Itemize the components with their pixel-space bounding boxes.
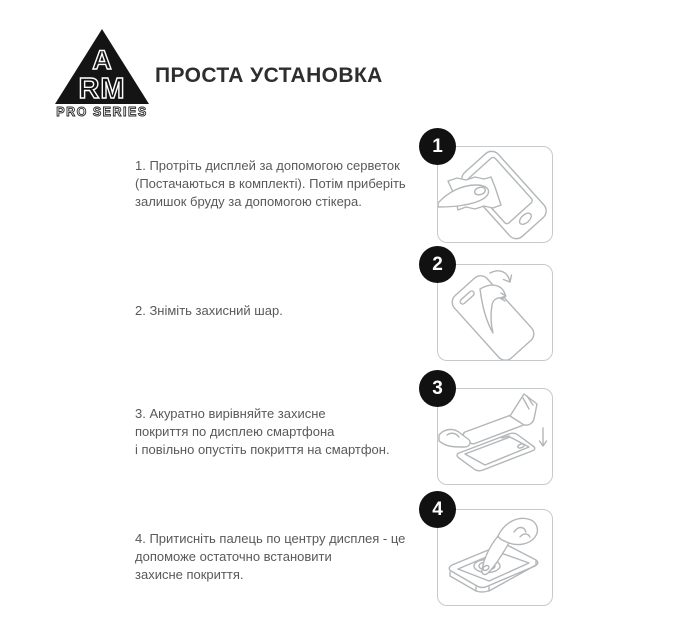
step-text-line: (Постачаються в комплекті). Потім приберіть bbox=[135, 176, 406, 191]
wipe-display-icon bbox=[438, 147, 552, 242]
step-1-illustration-card bbox=[432, 135, 553, 243]
step-1-number-badge: 1 bbox=[419, 128, 456, 165]
logo-series-label: PRO SERIES bbox=[56, 105, 148, 118]
step-2-text bbox=[135, 302, 440, 320]
logo-letter-a: A bbox=[92, 45, 112, 75]
page-title: ПРОСТА УСТАНОВКА bbox=[155, 64, 383, 87]
press-center-icon bbox=[438, 510, 552, 605]
step-text-line: 2. Зніміть захисний шар. bbox=[135, 303, 283, 318]
step-2-number-badge: 2 bbox=[419, 246, 456, 283]
step-text-line: і повільно опустіть покриття на смартфон. bbox=[135, 442, 390, 457]
step-text-line: 4. Притисніть палець по центру дисплея - це bbox=[135, 531, 406, 546]
step-3-number-badge: 3 bbox=[419, 370, 456, 407]
step-text-line: допоможе остаточно встановити bbox=[135, 549, 332, 564]
step-text-line: 3. Акуратно вирівняйте захисне bbox=[135, 406, 326, 421]
step-4-illustration-card bbox=[432, 498, 553, 606]
step-1-text bbox=[135, 157, 440, 211]
step-text-line: залишок бруду за допомогою стікера. bbox=[135, 194, 362, 209]
align-glass-icon bbox=[438, 389, 552, 484]
step-4-text bbox=[135, 530, 440, 584]
step-2-illustration-card bbox=[432, 253, 553, 361]
arm-pro-series-logo bbox=[52, 26, 152, 118]
step-3-text bbox=[135, 405, 440, 459]
step-text-line: покриття по дисплею смартфона bbox=[135, 424, 335, 439]
step-3-illustration-card bbox=[432, 377, 553, 485]
logo-letters-rm: RM bbox=[78, 73, 126, 105]
step-text-line: захисне покриття. bbox=[135, 567, 244, 582]
step-text-line: 1. Протріть дисплей за допомогою серветок bbox=[135, 158, 400, 173]
peel-protective-layer-icon bbox=[438, 265, 552, 360]
step-4-number-badge: 4 bbox=[419, 491, 456, 528]
